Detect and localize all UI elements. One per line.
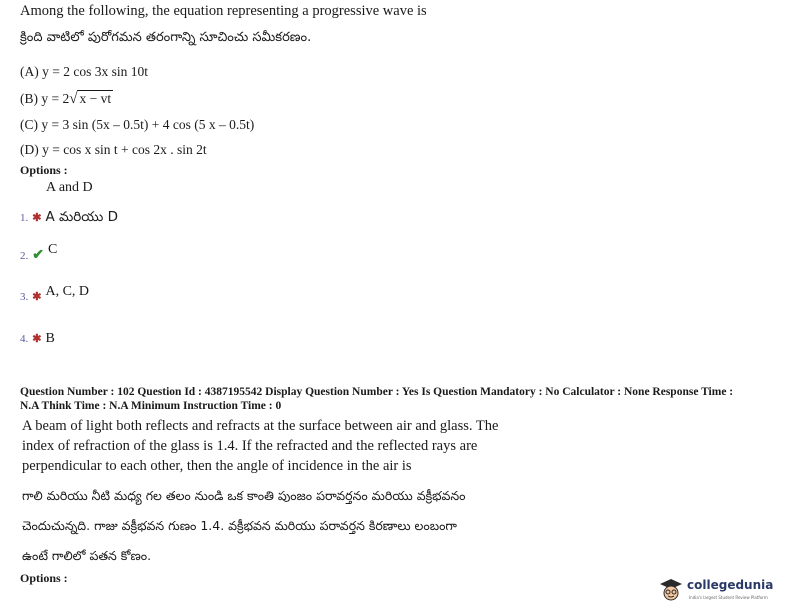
options-heading-102: Options : <box>20 571 68 585</box>
answer-option-4[interactable] <box>20 329 55 347</box>
choice-a-equation: y = 2 cos 3x sin 10t <box>42 64 148 79</box>
choice-c <box>20 117 254 133</box>
cross-icon: ✱ <box>32 291 42 303</box>
answer-number: 1. <box>20 212 29 224</box>
cross-icon: ✱ <box>32 333 42 345</box>
stem-line: A beam of light both reflects and refracts at the surface between air and glass. The <box>22 418 499 434</box>
choice-b <box>20 91 113 108</box>
answer-3-text: A, C, D <box>45 284 90 299</box>
question-102-stem-telugu <box>22 481 582 571</box>
logo-tagline: India's largest Student Review Platform <box>689 595 768 600</box>
collegedunia-logo <box>657 576 787 606</box>
choice-a-label: (A) <box>20 64 39 79</box>
stem-line: index of refraction of the glass is 1.4. If the refracted and the reflected rays are <box>22 438 478 454</box>
choice-b-equation: y = 2 <box>41 91 70 106</box>
checkmark-icon: ✔ <box>32 248 44 263</box>
choice-b-radicand: x − vt <box>79 91 112 106</box>
answer-option-2[interactable] <box>20 242 58 264</box>
options-heading: Options : <box>20 163 68 177</box>
stem-line-telugu: చెందుచున్నది. గాజు వక్రీభవన గుణం 1.4. వక్రీభవన మరియు పరావర్తన కిరణాలు లంబంగా <box>22 518 457 533</box>
question-stem-telugu: క్రింది వాటిలో పురోగమన తరంగాన్ని సూచించు సమీకరణం. <box>20 30 312 45</box>
answer-option-3[interactable] <box>20 284 90 305</box>
answer-number: 2. <box>20 250 29 262</box>
cross-icon: ✱ <box>32 212 42 224</box>
graduate-mascot-icon <box>657 576 685 604</box>
answer-number: 4. <box>20 333 29 345</box>
question-meta-line-2: N.A Think Time : N.A Minimum Instruction Time : 0 <box>20 400 282 412</box>
choice-a <box>20 64 148 80</box>
choice-d-label: (D) <box>20 142 39 157</box>
answer-1-english: A and D <box>46 180 93 195</box>
choice-d <box>20 142 207 158</box>
stem-line-telugu: ఉంటే గాలిలో పతన కోణం. <box>22 548 152 563</box>
question-102-stem-english <box>22 416 562 476</box>
answer-1-telugu: A మరియు D <box>45 209 119 225</box>
stem-line: perpendicular to each other, then the angle of incidence in the air is <box>22 458 412 474</box>
choice-c-label: (C) <box>20 117 38 132</box>
question-meta-line-1: Question Number : 102 Question Id : 4387195542 Display Question Number : Yes Is Question Mandatory : No Calculator : None Response Time : <box>20 386 734 398</box>
choice-b-label: (B) <box>20 91 38 106</box>
question-stem-english: Among the following, the equation representing a progressive wave is <box>20 3 427 19</box>
answer-4-text: B <box>45 331 55 346</box>
answer-number: 3. <box>20 291 29 303</box>
logo-text: collegedunia <box>687 578 774 592</box>
question-meta <box>20 385 780 413</box>
choice-d-equation: y = cos x sin t + cos 2x . sin 2t <box>42 142 207 157</box>
answer-2-text: C <box>47 242 58 257</box>
sqrt-icon: √ <box>69 91 78 107</box>
answer-option-1[interactable] <box>20 208 118 228</box>
stem-line-telugu: గాలి మరియు నీటి మధ్య గల తలం నుండి ఒక కాంతి పుంజం పరావర్తనం మరియు వక్రీభవనం <box>22 488 466 503</box>
choice-c-equation: y = 3 sin (5x – 0.5t) + 4 cos (5 x – 0.5t) <box>41 117 255 132</box>
